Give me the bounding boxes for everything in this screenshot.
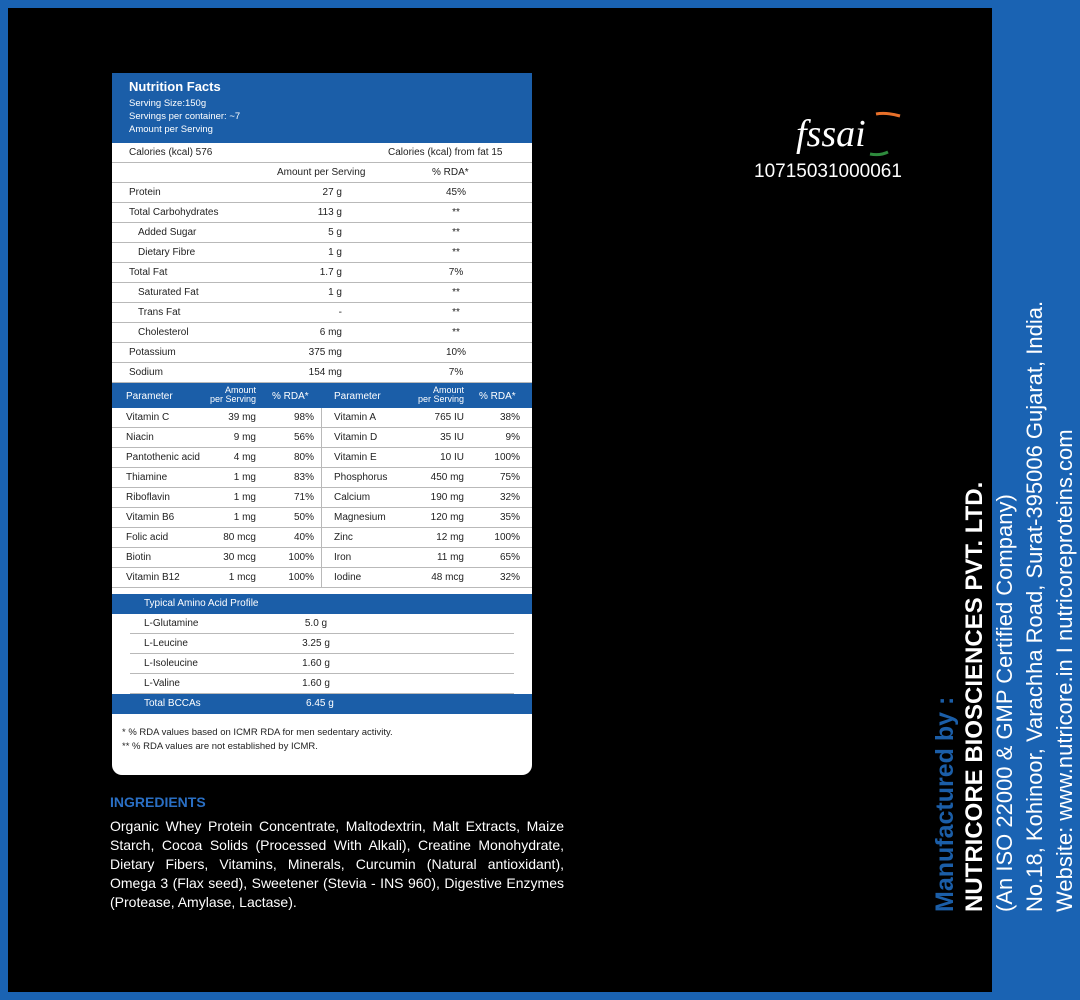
fssai-swoosh-orange [876, 113, 900, 116]
nutrition-title: Nutrition Facts [129, 79, 221, 94]
vitamin-row [112, 408, 532, 428]
amino-title: Typical Amino Acid Profile [144, 598, 259, 609]
manufacturer-website: Website: www.nutricore.in I nutricoreproteins.com [1052, 429, 1077, 912]
vitamin-rda: 80% [293, 452, 314, 463]
vitamin-name: Vitamin B12 [126, 572, 180, 583]
nutrient-row [112, 243, 532, 263]
vitamin-rda: 83% [293, 472, 314, 483]
column-divider [321, 408, 322, 427]
vitamin-name: Riboflavin [126, 492, 170, 503]
nutrition-facts-panel [112, 73, 532, 775]
vitamin-rda: 100% [494, 532, 520, 543]
vitamin-rda: 100% [494, 452, 520, 463]
vitamin-amount: 9 mg [233, 432, 256, 443]
nutrient-amount: 1 g [328, 247, 342, 258]
vitamin-amount: 35 IU [440, 432, 464, 443]
vitamin-rda: 65% [499, 552, 520, 563]
nutrient-name: Cholesterol [138, 327, 189, 338]
rda-header-right: % RDA* [479, 391, 516, 402]
fssai-swoosh-green [870, 152, 888, 155]
nutrient-amount: 27 g [322, 187, 342, 198]
vitamin-amount: 1 mg [233, 472, 256, 483]
total-bcaa-row [112, 694, 532, 714]
nutrient-rda: ** [452, 227, 460, 238]
vitamin-name: Iodine [334, 572, 362, 583]
serving-size: Serving Size:150g [129, 98, 207, 109]
nutrient-row [112, 263, 532, 283]
vitamin-name: Vitamin B6 [126, 512, 175, 523]
nutrient-name: Dietary Fibre [138, 247, 196, 258]
amino-table [112, 614, 532, 694]
vitamin-row [112, 488, 532, 508]
nutrient-name: Total Carbohydrates [129, 207, 219, 218]
amino-amount: 1.60 g [302, 658, 330, 669]
column-divider [321, 488, 322, 507]
footnotes [112, 714, 532, 754]
vitamin-amount: 765 IU [434, 412, 464, 423]
vitamin-rda: 32% [499, 572, 520, 583]
param-header-left: Parameter [126, 391, 173, 402]
vitamin-row [112, 548, 532, 568]
ingredients-text: Organic Whey Protein Concentrate, Maltodextrin, Malt Extracts, Maize Starch, Cocoa Solids (Processed With Alkali), Creatine Monohydrate, Dietary Fibers, Vitamins, Minerals, Curcumin (Natural antioxidant), Omega 3 (Flax seed), Sweetener (Stevia - INS 960), Digestive Enzymes (Protease, Amylase, Lactase). [110, 818, 564, 910]
nutrient-amount: 1 g [328, 287, 342, 298]
vitamin-row [112, 448, 532, 468]
amount-header-left: Amount per Serving [209, 385, 256, 404]
vitamin-table [112, 408, 532, 588]
nutrient-amount: 154 mg [308, 367, 342, 378]
nutrient-rda: 45% [445, 187, 466, 198]
amino-row [130, 654, 514, 674]
vitamin-name: Phosphorus [334, 472, 388, 483]
rda-header-left: % RDA* [272, 391, 309, 402]
vitamin-rda: 35% [499, 512, 520, 523]
vitamin-name: Folic acid [126, 532, 169, 543]
vitamin-amount: 4 mg [233, 452, 256, 463]
amino-name: L-Valine [144, 678, 180, 689]
vitamin-name: Vitamin D [334, 432, 378, 443]
nutrient-amount: 5 g [328, 227, 342, 238]
vitamin-row [112, 428, 532, 448]
nutrient-name: Sodium [129, 367, 163, 378]
column-divider [321, 568, 322, 587]
amino-amount: 5.0 g [304, 618, 328, 629]
total-bcaa-value: 6.45 g [306, 698, 334, 709]
calories: Calories (kcal) 576 [129, 147, 213, 158]
vitamin-amount: 1 mg [233, 492, 256, 503]
nutrient-name: Protein [129, 187, 161, 198]
nutrient-row [112, 203, 532, 223]
vitamin-rda: 56% [293, 432, 314, 443]
vitamin-name: Thiamine [126, 472, 168, 483]
fssai-logo-text: fssai [796, 113, 866, 155]
nutrient-amount: 6 mg [319, 327, 342, 338]
vitamin-amount: 120 mg [430, 512, 464, 523]
vitamin-amount: 1 mg [233, 512, 256, 523]
nutrient-rda: 10% [445, 347, 466, 358]
nutrient-rda: ** [452, 307, 460, 318]
vitamin-row [112, 568, 532, 588]
column-divider [321, 508, 322, 527]
vitamin-amount: 10 IU [440, 452, 464, 463]
column-divider [321, 468, 322, 487]
manufacturer-name: NUTRICORE BIOSCIENCES PVT. LTD. [961, 481, 988, 912]
nutrient-name: Saturated Fat [138, 287, 199, 298]
footnote-2: ** % RDA values are not established by ICMR. [122, 741, 318, 752]
amino-name: L-Glutamine [144, 618, 199, 629]
servings-per-container: Servings per container: ~7 [129, 111, 241, 122]
column-divider [321, 528, 322, 547]
vitamin-amount: 48 mcg [431, 572, 464, 583]
vitamin-name: Iron [334, 552, 352, 563]
nutrient-amount: - [338, 307, 342, 318]
calories-row [112, 143, 532, 163]
nutrient-name: Trans Fat [138, 307, 181, 318]
nutrient-row [112, 323, 532, 343]
footnote-1: * % RDA values based on ICMR RDA for men sedentary activity. [122, 727, 393, 738]
vitamin-row [112, 528, 532, 548]
vitamin-rda: 100% [288, 552, 314, 563]
nutrient-rda: ** [452, 207, 460, 218]
nutrient-rda: ** [452, 287, 460, 298]
amino-row [130, 674, 514, 694]
param-header-right: Parameter [334, 391, 381, 402]
nutrition-header [112, 73, 532, 143]
nutrient-row [112, 363, 532, 383]
vitamin-name: Biotin [126, 552, 152, 563]
amount-header-right: Amount per Serving [417, 385, 464, 404]
vitamin-amount: 190 mg [430, 492, 464, 503]
nutrient-rda: 7% [448, 267, 464, 278]
nutrient-amount: 113 g [317, 207, 342, 218]
vitamin-row [112, 468, 532, 488]
vitamin-name: Vitamin A [334, 412, 377, 423]
nutrient-rda: ** [452, 327, 460, 338]
amino-amount: 1.60 g [302, 678, 330, 689]
vitamin-amount: 80 mcg [223, 532, 256, 543]
nutrient-amount: 375 mg [308, 347, 342, 358]
column-header-row [112, 163, 532, 183]
nutrient-row [112, 343, 532, 363]
column-amount: Amount per Serving [277, 167, 366, 178]
nutrient-name: Added Sugar [138, 227, 197, 238]
vitamin-name: Vitamin E [334, 452, 377, 463]
amino-name: L-Isoleucine [144, 658, 198, 669]
manufacturer-cert: (An ISO 22000 & GMP Certified Company) [992, 494, 1017, 912]
vitamin-amount: 450 mg [430, 472, 464, 483]
manufactured-by-label: Manufactured by : [931, 696, 959, 912]
fssai-license-number: 10715031000061 [754, 161, 902, 182]
calories-from-fat: Calories (kcal) from fat 15 [388, 147, 503, 158]
nutrient-name: Total Fat [129, 267, 168, 278]
amino-row [130, 614, 514, 634]
fssai-logo [790, 108, 910, 158]
amount-per-serving-label: Amount per Serving [129, 124, 213, 135]
amino-header [112, 594, 532, 614]
nutrient-name: Potassium [129, 347, 176, 358]
vitamin-header-band [112, 383, 532, 408]
manufacturer-block [930, 301, 1080, 912]
amino-name: L-Leucine [144, 638, 188, 649]
vitamin-rda: 71% [293, 492, 314, 503]
manufacturer-address: No.18, Kohinoor, Varachha Road, Surat-395006 Gujarat, India. [1022, 300, 1047, 912]
column-divider [321, 428, 322, 447]
vitamin-rda: 98% [293, 412, 314, 423]
column-divider [321, 448, 322, 467]
vitamin-name: Magnesium [334, 512, 386, 523]
vitamin-name: Pantothenic acid [126, 452, 200, 463]
vitamin-name: Vitamin C [126, 412, 170, 423]
vitamin-name: Calcium [334, 492, 371, 503]
vitamin-row [112, 508, 532, 528]
nutrient-table [112, 183, 532, 383]
nutrient-row [112, 283, 532, 303]
vitamin-amount: 11 mg [436, 552, 464, 563]
nutrient-rda: ** [452, 247, 460, 258]
vitamin-rda: 9% [505, 432, 520, 443]
nutrient-row [112, 223, 532, 243]
column-rda: % RDA* [432, 167, 469, 178]
nutrient-row [112, 303, 532, 323]
column-divider [321, 548, 322, 567]
vitamin-name: Zinc [334, 532, 353, 543]
vitamin-amount: 39 mg [228, 412, 256, 423]
total-bcaa-label: Total BCCAs [144, 698, 201, 709]
vitamin-amount: 1 mcg [228, 572, 256, 583]
vitamin-amount: 30 mcg [223, 552, 256, 563]
nutrient-amount: 1.7 g [319, 267, 342, 278]
vitamin-rda: 40% [293, 532, 314, 543]
vitamin-rda: 50% [293, 512, 314, 523]
amino-row [130, 634, 514, 654]
ingredients-title: INGREDIENTS [110, 794, 206, 810]
vitamin-amount: 12 mg [436, 532, 464, 543]
nutrient-rda: 7% [448, 367, 464, 378]
nutrient-row [112, 183, 532, 203]
vitamin-rda: 32% [499, 492, 520, 503]
vitamin-rda: 100% [288, 572, 314, 583]
vitamin-rda: 38% [499, 412, 520, 423]
vitamin-name: Niacin [126, 432, 154, 443]
amino-amount: 3.25 g [302, 638, 330, 649]
vitamin-rda: 75% [499, 472, 520, 483]
